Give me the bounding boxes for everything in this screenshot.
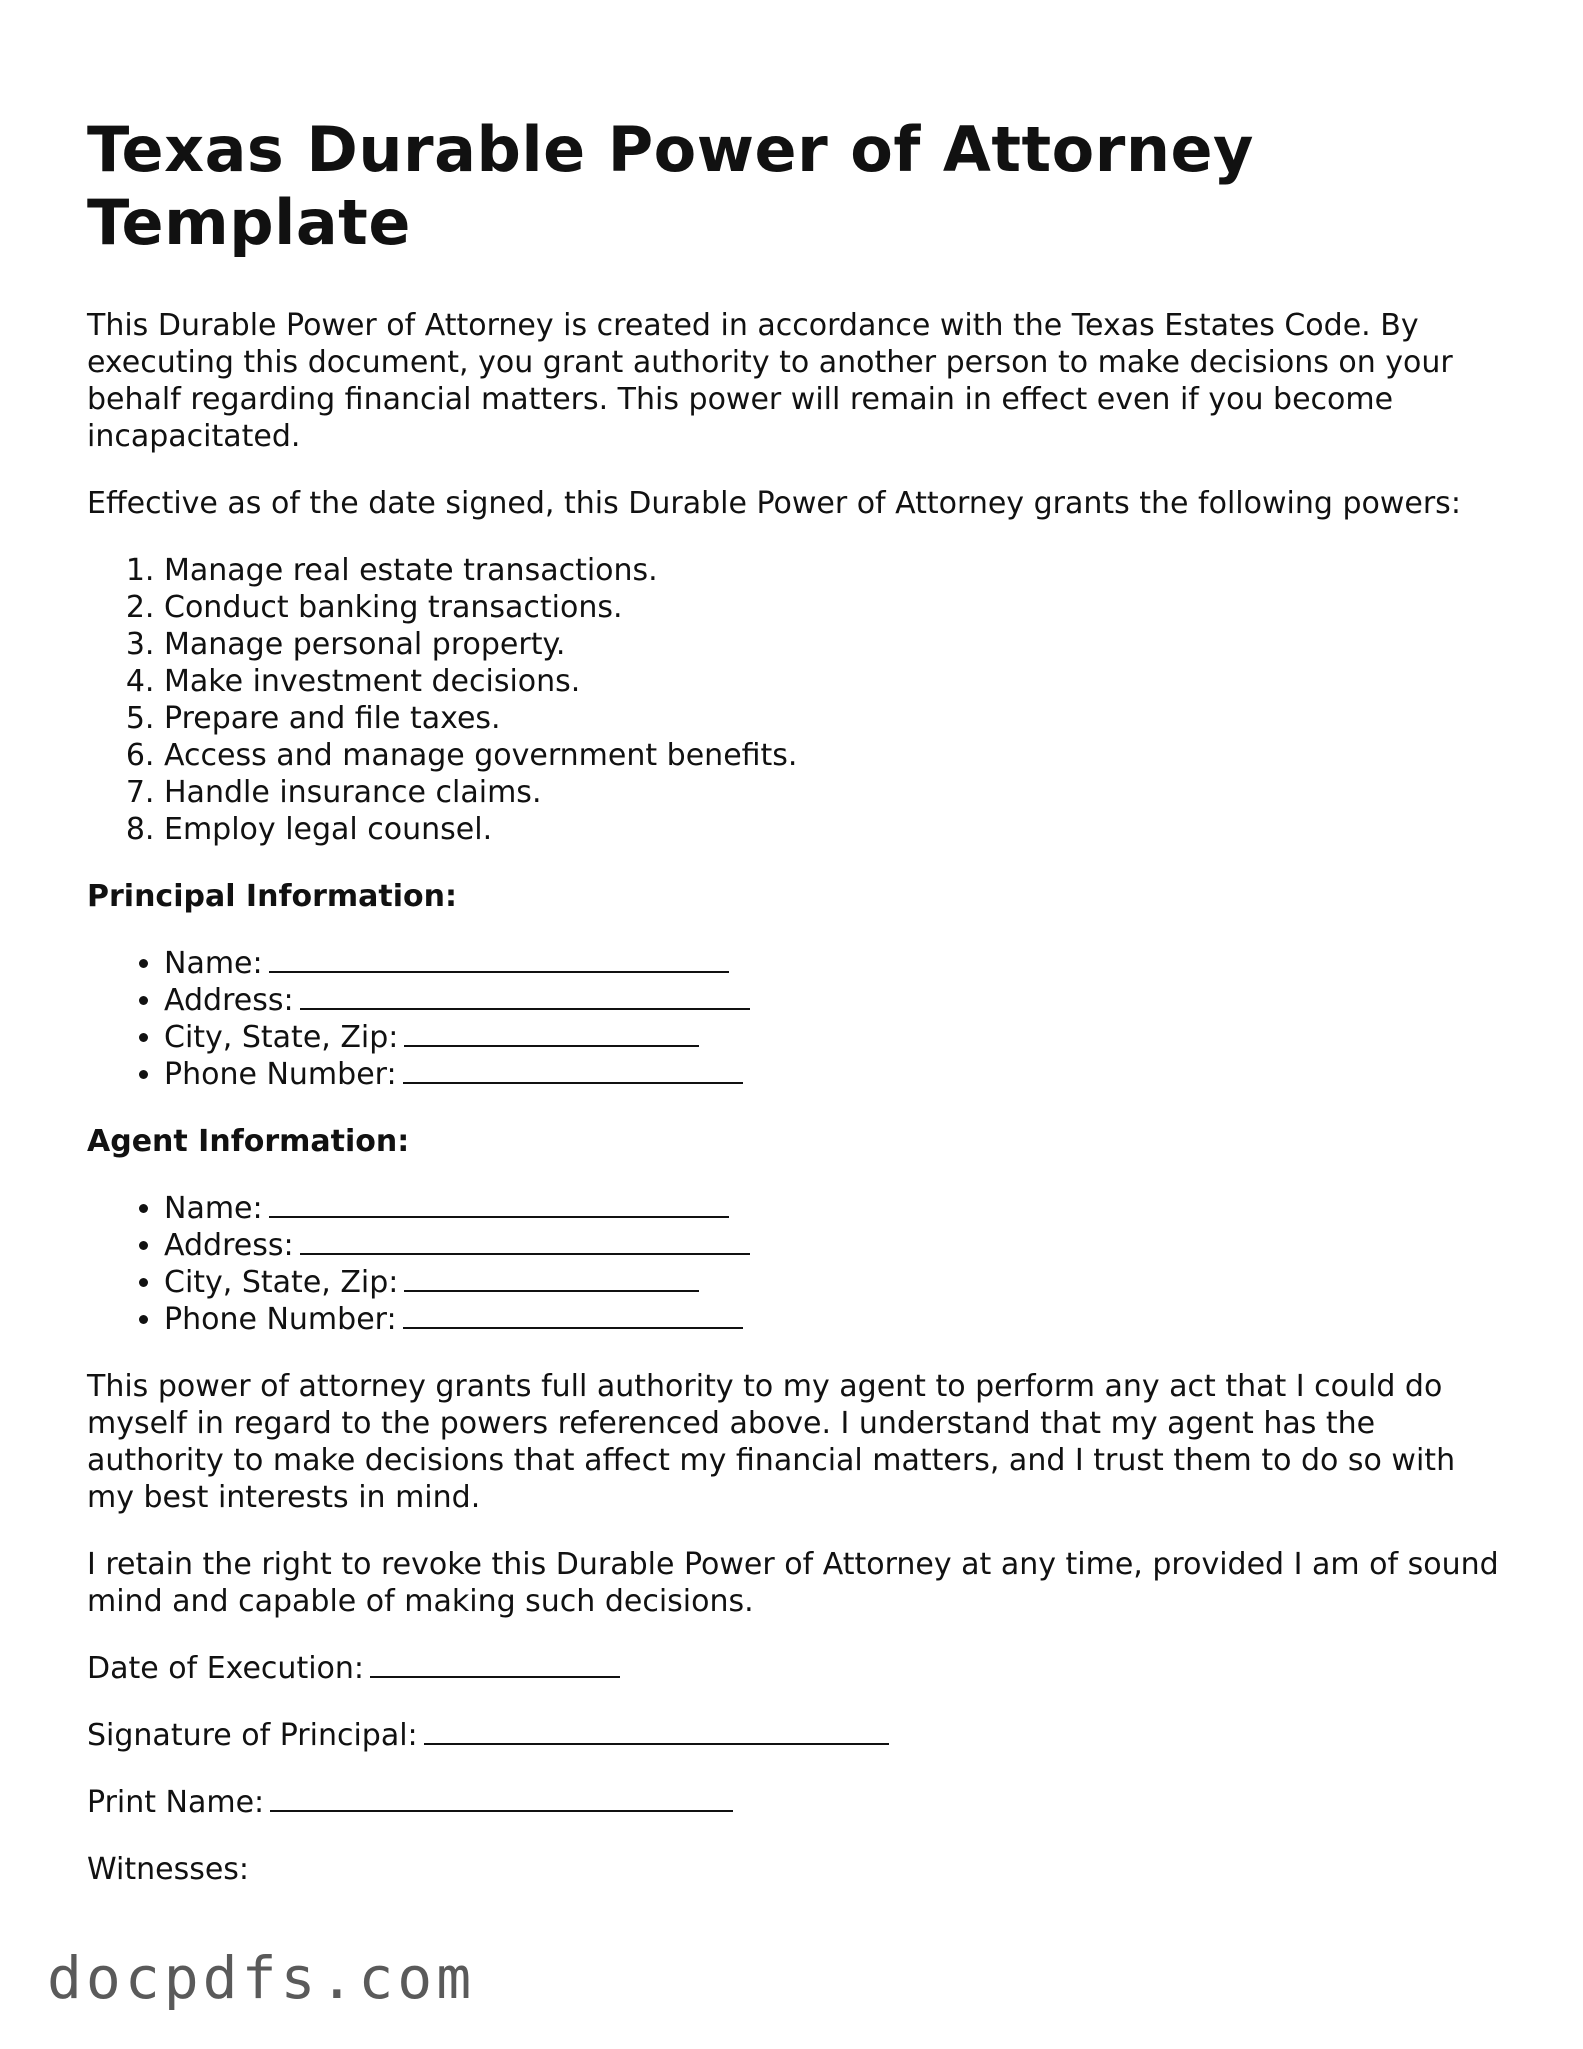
- print-name-row: [87, 1784, 1507, 1821]
- agent-city-row: [164, 1264, 1507, 1301]
- agent-name-label: Name:: [164, 1191, 263, 1226]
- principal-phone-field[interactable]: [403, 1056, 743, 1084]
- power-item: 5. Prepare and file taxes.: [164, 700, 1507, 737]
- agent-phone-row: [164, 1301, 1507, 1338]
- powers-list: [87, 552, 1507, 848]
- signature-field[interactable]: [424, 1717, 889, 1745]
- agent-city-field[interactable]: [404, 1264, 699, 1292]
- revoke-paragraph: I retain the right to revoke this Durable Power of Attorney at any time, provided I am of sound mind and capable of making such decisions.: [87, 1547, 1499, 1619]
- date-of-execution-label: Date of Execution:: [87, 1651, 365, 1686]
- document-page: [87, 113, 1507, 1918]
- print-name-field[interactable]: [270, 1784, 733, 1812]
- agent-name-field[interactable]: [269, 1190, 729, 1218]
- powers-intro-paragraph: Effective as of the date signed, this Durable Power of Attorney grants the following powers:: [87, 486, 1461, 521]
- document-title: Texas Durable Power of Attorney Template: [87, 113, 1254, 259]
- power-item: 3. Manage personal property.: [164, 626, 1507, 663]
- agent-info-list: [87, 1190, 1507, 1338]
- print-name-label: Print Name:: [87, 1785, 265, 1820]
- intro-paragraph: This Durable Power of Attorney is created in accordance with the Texas Estates Code. By executing this document, you grant authority to another person to make decisions on your behalf regarding financial matters. This power will remain in effect even if you become incapacitated.: [87, 308, 1453, 454]
- principal-address-row: [164, 982, 1507, 1019]
- agent-phone-label: Phone Number:: [164, 1302, 397, 1337]
- power-item: 8. Employ legal counsel.: [164, 811, 1507, 848]
- principal-phone-row: [164, 1056, 1507, 1093]
- signature-row: [87, 1717, 1507, 1754]
- power-item: 2. Conduct banking transactions.: [164, 589, 1507, 626]
- principal-info-list: [87, 945, 1507, 1093]
- agent-info-heading: Agent Information:: [87, 1124, 410, 1159]
- agent-address-label: Address:: [164, 1228, 294, 1263]
- date-of-execution-field[interactable]: [370, 1650, 620, 1678]
- watermark: docpdfs.com: [47, 1944, 476, 2012]
- principal-info-heading: Principal Information:: [87, 879, 458, 914]
- agent-name-row: [164, 1190, 1507, 1227]
- date-of-execution-row: [87, 1650, 1507, 1687]
- signature-label: Signature of Principal:: [87, 1718, 418, 1753]
- agent-city-label: City, State, Zip:: [164, 1265, 399, 1300]
- principal-address-field[interactable]: [300, 982, 750, 1010]
- power-item: 1. Manage real estate transactions.: [164, 552, 1507, 589]
- principal-name-field[interactable]: [269, 945, 729, 973]
- power-item: 4. Make investment decisions.: [164, 663, 1507, 700]
- agent-phone-field[interactable]: [403, 1301, 743, 1329]
- principal-name-row: [164, 945, 1507, 982]
- agent-address-row: [164, 1227, 1507, 1264]
- principal-name-label: Name:: [164, 946, 263, 981]
- authority-paragraph: This power of attorney grants full authority to my agent to perform any act that I could do myself in regard to the powers referenced above. I understand that my agent has the authority to make decisions that affect my financial matters, and I trust them to do so with my best interests in mind.: [87, 1369, 1456, 1515]
- principal-phone-label: Phone Number:: [164, 1057, 397, 1092]
- principal-city-label: City, State, Zip:: [164, 1020, 399, 1055]
- principal-city-field[interactable]: [404, 1019, 699, 1047]
- principal-address-label: Address:: [164, 983, 294, 1018]
- principal-city-row: [164, 1019, 1507, 1056]
- witnesses-label: Witnesses:: [87, 1852, 250, 1887]
- agent-address-field[interactable]: [300, 1227, 750, 1255]
- power-item: 7. Handle insurance claims.: [164, 774, 1507, 811]
- power-item: 6. Access and manage government benefits.: [164, 737, 1507, 774]
